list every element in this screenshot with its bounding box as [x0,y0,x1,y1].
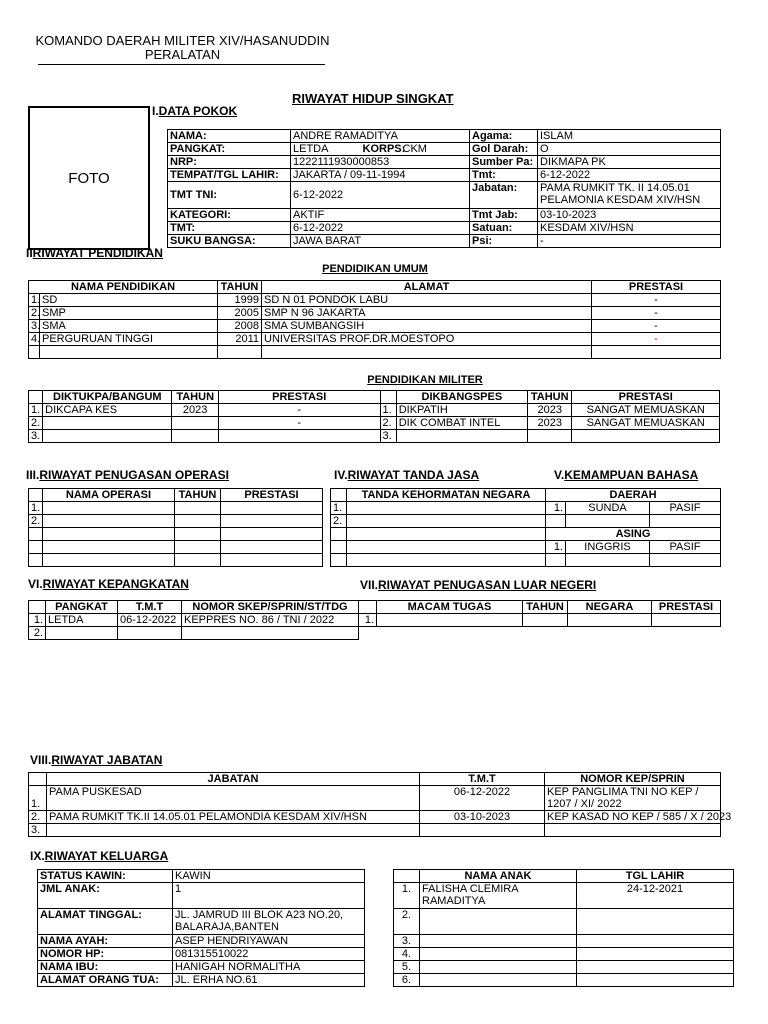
value-jabatan: PAMA RUMKIT TK. II 14.05.01 PELAMONIA KESDAM XIV/HSN [538,182,721,209]
table-row [394,974,734,987]
row-number: 3. [29,430,43,443]
row-number: 1. [29,294,40,307]
cell-bahasa-daerah: SUNDA [566,502,650,515]
cell-nama-anak [420,935,577,948]
cell-tmt [420,824,545,837]
label-alamat-tinggal: ALAMAT TINGGAL: [38,909,173,935]
row-number: 2. [29,307,40,320]
table-row [29,417,720,430]
cell-diktukpa: DIKCAPA KES [43,404,172,417]
cell-tmt: 03-10-2023 [420,811,545,824]
label-nama-ibu: NAMA IBU: [38,961,173,974]
value-tmt-right: 6-12-2022 [538,169,721,182]
table-row [331,515,546,528]
section-riwayat-keluarga: IX.RIWAYAT KELUARGA [30,849,169,863]
cell-tahun: 2011 [218,333,262,346]
luar-negeri-table [358,600,721,627]
table-row [29,502,323,515]
header-diktukpa: DIKTUKPA/BANGUM [43,391,172,404]
riwayat-jabatan-table [28,772,732,837]
cell-nomor [182,627,359,640]
table-row [546,541,721,554]
section-data-pokok: I.DATA POKOK [152,104,238,118]
cell-nomor-kep: KEP PANGLIMA TNI NO KEP / 1207 / XI/ 2022 [545,786,721,811]
table-row [29,404,720,417]
value-gol-darah: O [538,143,721,156]
cell-tgl-lahir [577,935,734,948]
row-number: 2. [29,627,46,640]
cell-jabatan: PAMA RUMKIT TK.II 14.05.01 PELAMONDIA KESDAM XIV/HSN [47,811,420,824]
cell-tmt [118,627,182,640]
cell-prestasi: - [218,404,380,417]
cell-nama-anak: FALISHA CLEMIRA RAMADITYA [420,883,577,909]
cell-prestasi: - [592,320,721,333]
label-suku-bangsa: SUKU BANGSA: [168,235,291,248]
table-row [29,307,721,320]
table-row [29,627,359,640]
header-tahun: TAHUN [523,601,568,614]
table-row [331,541,546,554]
cell-alamat: SD N 01 PONDOK LABU [262,294,592,307]
value-tmt-jab: 03-10-2023 [538,209,721,222]
header-prestasi: PRESTASI [652,601,721,614]
row-number: 1. [331,502,347,515]
row-number: 4. [29,333,40,346]
pendidikan-militer-title: PENDIDIKAN MILITER [367,374,483,386]
value-nomor-hp: 081315510022 [173,948,365,961]
value-psi: - [538,235,721,248]
value-suku-bangsa: JAWA BARAT [291,235,470,248]
header-nama-pendidikan: NAMA PENDIDIKAN [29,281,218,294]
header-pangkat: PANGKAT [46,601,118,614]
table-row [29,320,721,333]
table-row [394,909,734,935]
row-number-2: 3. [380,430,396,443]
row-number: 4. [394,948,420,961]
keluarga-table [37,869,365,987]
header-tahun: TAHUN [175,489,221,502]
header-underline [38,64,325,65]
value-tmt: 6-12-2022 [291,222,470,235]
tanda-jasa-table [330,488,546,567]
cell-pangkat: LETDA [46,614,118,627]
cell-prestasi: - [218,417,380,430]
row-number: 3. [29,824,47,837]
label-korps: KORPS: [362,143,406,155]
label-pangkat: PANGKAT: [168,143,291,156]
cell-tahun-2: 2023 [528,404,572,417]
cell-pangkat [46,627,118,640]
label-tmt-right: Tmt: [470,169,538,182]
cell-tahun: 2023 [172,404,218,417]
row-number-2: 2. [380,417,396,430]
row-number: 5. [394,961,420,974]
table-row [29,346,721,359]
value-alamat-tinggal: JL. JAMRUD III BLOK A23 NO.20, BALARAJA,BANTEN [173,909,365,935]
cell-nama-anak [420,909,577,935]
photo-placeholder [28,106,150,250]
row-number: 1. [546,541,566,554]
label-gol-darah: Gol Darah: [470,143,538,156]
label-agama: Agama: [470,130,538,143]
header-line-1: KOMANDO DAERAH MILITER XIV/HASANUDDIN [35,33,330,48]
document-title: RIWAYAT HIDUP SINGKAT [292,91,454,106]
cell-tahun [172,430,218,443]
header-alamat: ALAMAT [262,281,592,294]
cell-nama-pendidikan: PERGURUAN TINGGI [40,333,218,346]
cell-tgl-lahir: 24-12-2021 [577,883,734,909]
table-row [394,961,734,974]
cell-tahun-2 [528,430,572,443]
cell-tgl-lahir [577,961,734,974]
table-row [29,294,721,307]
row-number: 2. [29,811,47,824]
anak-table [393,869,734,987]
header-daerah: DAERAH [546,489,721,502]
table-row [29,515,323,528]
cell-prestasi: - [592,307,721,320]
pendidikan-umum-title: PENDIDIKAN UMUM [322,263,428,275]
label-tmt: TMT: [168,222,291,235]
value-sumber-pa: DIKMAPA PK [538,156,721,169]
row-number: 1. [29,614,46,627]
data-pokok-table [167,129,721,248]
header-nomor-kep: NOMOR KEP/SPRIN [545,773,721,786]
cell-dikbangspes: DIKPATIH [396,404,527,417]
value-jml-anak: 1 [173,883,365,909]
value-nrp: 1222111930000853 [291,156,470,169]
cell-prestasi-2: SANGAT MEMUASKAN [572,404,720,417]
cell-tmt: 06-12-2022 [420,786,545,811]
cell-nama-anak [420,961,577,974]
row-number-2: 1. [380,404,396,417]
row-number: 1. [394,883,420,909]
header-tmt: T.M.T [420,773,545,786]
row-number: 3. [29,320,40,333]
cell-nama-pendidikan: SD [40,294,218,307]
value-nama: ANDRE RAMADITYA [291,130,470,143]
row-number: 1. [359,614,377,627]
cell-tahun-2: 2023 [528,417,572,430]
header-asing: ASING [546,528,721,541]
header-tmt: T.M.T [118,601,182,614]
label-satuan: Satuan: [470,222,538,235]
table-row [331,554,546,567]
label-sumber-pa: Sumber Pa: [470,156,538,169]
cell-nomor: KEPPRES NO. 86 / TNI / 2022 [182,614,359,627]
header-nama-anak: NAMA ANAK [420,870,577,883]
cell-prestasi-2: SANGAT MEMUASKAN [572,417,720,430]
label-tmt-tni: TMT TNI: [168,182,291,209]
value-kategori: AKTIF [291,209,470,222]
table-row [546,554,721,567]
cell-tahun: 1999 [218,294,262,307]
value-tmt-tni: 6-12-2022 [291,182,470,209]
kepangkatan-table [28,600,359,640]
cell-nama-pendidikan: SMP [40,307,218,320]
header-tahun-2: TAHUN [528,391,572,404]
cell-nama-pendidikan: SMA [40,320,218,333]
row-number: 2. [331,515,347,528]
label-nomor-hp: NOMOR HP: [38,948,173,961]
value-nama-ibu: HANIGAH NORMALITHA [173,961,365,974]
pendidikan-umum-table [28,280,721,359]
value-ttl: JAKARTA / 09-11-1994 [291,169,470,182]
value-alamat-orang-tua: JL. ERHA NO.61 [173,974,365,987]
section-kepangkatan: VI.RIWAYAT KEPANGKATAN [28,577,189,591]
table-row [29,528,323,541]
cell-tgl-lahir [577,909,734,935]
header-tanda-kehormatan: TANDA KEHORMATAN NEGARA [347,489,546,502]
row-number: 1. [546,502,566,515]
header-prestasi: PRESTASI [592,281,721,294]
table-row [29,824,721,837]
header-prestasi: PRESTASI [221,489,323,502]
pendidikan-militer-table [28,390,720,443]
row-number: 6. [394,974,420,987]
kemampuan-bahasa-table [545,488,721,567]
value-satuan: KESDAM XIV/HSN [538,222,721,235]
cell-bahasa-asing: INGGRIS [566,541,650,554]
label-nama-ayah: NAMA AYAH: [38,935,173,948]
label-nrp: NRP: [168,156,291,169]
label-tmt-jab: Tmt Jab: [470,209,538,222]
row-number: 1. [29,502,43,515]
label-nama: NAMA: [168,130,291,143]
cell-level-daerah: PASIF [650,502,721,515]
section-penugasan-operasi: III.RIWAYAT PENUGASAN OPERASI [26,468,229,482]
table-row [394,948,734,961]
photo-label: FOTO [68,169,110,187]
cell-alamat: SMA SUMBANGSIH [262,320,592,333]
section-kemampuan-bahasa: V.KEMAMPUAN BAHASA [554,468,699,482]
table-row [29,811,721,824]
section-riwayat-pendidikan: IIRIWAYAT PENDIDIKAN [26,246,163,260]
label-psi: Psi: [470,235,538,248]
table-row [331,502,546,515]
table-row [29,554,323,567]
header-dikbangspes: DIKBANGSPES [396,391,527,404]
cell-tahun [172,417,218,430]
row-number: 2. [394,909,420,935]
header-nomor-skep: NOMOR SKEP/SPRIN/ST/TDG [182,601,359,614]
table-row [394,883,734,909]
row-number: 1. [29,404,43,417]
label-jabatan: Jabatan: [470,182,538,209]
value-agama: ISLAM [538,130,721,143]
value-status-kawin: KAWIN [173,870,365,883]
table-row [29,541,323,554]
section-tanda-jasa: IV.RIWAYAT TANDA JASA [334,468,480,482]
header-jabatan: JABATAN [47,773,420,786]
table-row [331,528,546,541]
value-pangkat: LETDA [291,143,361,156]
cell-tmt: 06-12-2022 [118,614,182,627]
label-status-kawin: STATUS KAWIN: [38,870,173,883]
cell-alamat: UNIVERSITAS PROF.DR.MOESTOPO [262,333,592,346]
value-nama-ayah: ASEP HENDRIYAWAN [173,935,365,948]
header-prestasi-2: PRESTASI [572,391,720,404]
cell-tahun: 2008 [218,320,262,333]
cell-prestasi: - [592,333,721,346]
header-nama-operasi: NAMA OPERASI [43,489,175,502]
section-luar-negeri: VII.RIWAYAT PENUGASAN LUAR NEGERI [360,578,597,592]
label-alamat-orang-tua: ALAMAT ORANG TUA: [38,974,173,987]
penugasan-operasi-table [28,488,323,567]
table-row [546,502,721,515]
table-row [546,515,721,528]
table-row [29,786,721,811]
value-korps: CKM [401,143,470,156]
cell-tgl-lahir [577,974,734,987]
label-kategori: KATEGORI: [168,209,291,222]
cell-diktukpa [43,430,172,443]
cell-dikbangspes: DIK COMBAT INTEL [396,417,527,430]
header-tgl-lahir: TGL LAHIR [577,870,734,883]
cell-nomor-kep [545,824,721,837]
label-jml-anak: JML ANAK: [38,883,173,909]
cell-tgl-lahir [577,948,734,961]
cell-prestasi-2 [572,430,720,443]
table-row [29,614,359,627]
label-ttl: TEMPAT/TGL LAHIR: [168,169,291,182]
row-number: 1. [29,786,47,811]
cell-prestasi: - [592,294,721,307]
row-number: 2. [29,417,43,430]
cell-diktukpa [43,417,172,430]
cell-jabatan: PAMA PUSKESAD [47,786,420,811]
header-macam-tugas: MACAM TUGAS [377,601,523,614]
cell-level-asing: PASIF [650,541,721,554]
cell-nomor-kep: KEP KASAD NO KEP / 585 / X / 2023 [545,811,721,824]
table-row [29,430,720,443]
cell-dikbangspes [396,430,527,443]
row-number: 3. [394,935,420,948]
header-line-2: PERALATAN [144,47,221,62]
header-prestasi: PRESTASI [218,391,380,404]
section-riwayat-jabatan: VIII.RIWAYAT JABATAN [30,753,163,767]
header-tahun: TAHUN [218,281,262,294]
row-number: 2. [29,515,43,528]
header-tahun: TAHUN [172,391,218,404]
table-row [359,614,721,627]
table-row [29,333,721,346]
cell-tahun: 2005 [218,307,262,320]
cell-jabatan [47,824,420,837]
cell-nama-anak [420,948,577,961]
cell-prestasi [218,430,380,443]
cell-alamat: SMP N 96 JAKARTA [262,307,592,320]
header-negara: NEGARA [568,601,652,614]
table-row [394,935,734,948]
cell-nama-anak [420,974,577,987]
